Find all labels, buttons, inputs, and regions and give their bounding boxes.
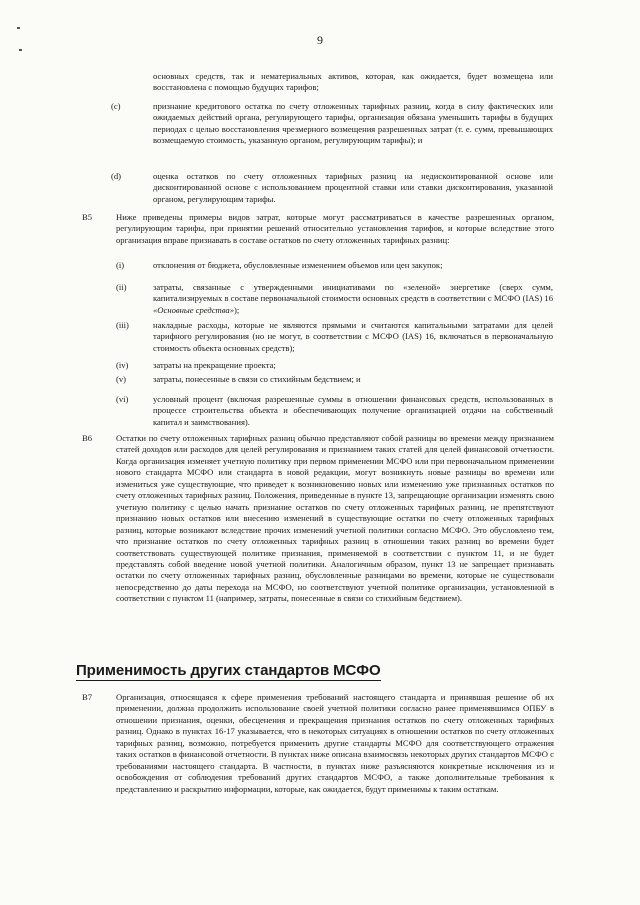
b5-marker-iii: (iii) [116, 320, 129, 330]
b5-marker-v: (v) [116, 374, 127, 384]
b5-item-i-text: отклонения от бюджета, обусловленные изменением объемов или цен закупок; [153, 260, 443, 270]
b5-item-vi-text: условный процент (включая разрешенные суммы в отношении финансовых средств, использованных в процессе строительства объекта и обеспечивающих получение организацией отдачи на собственный капитал и заимствования). [153, 394, 553, 427]
list-marker-c: (c) [111, 101, 121, 111]
b5-item-ii-text: затраты, связанные с утвержденными инициативами по «зеленой» энергетике (сверх сумм, капитализируемых в составе первоначальной стоимости основных средств в соответствии с МСФО (IAS) 16 «Основные средства»); [153, 282, 553, 315]
b5-marker-ii: (ii) [116, 282, 127, 292]
paragraph-label-b5: B5 [82, 212, 93, 222]
standard-title-italic: «Основные средства» [153, 304, 234, 315]
scan-speck [17, 27, 20, 29]
b5-item-iii-text: накладные расходы, которые не являются прямыми и считаются капитальными затратами для целей тарифного регулирования (но не могут, в соответствии с МСФО (IAS) 16, включаться в первоначальную стоимость объекта основных средств); [153, 320, 553, 353]
b5-intro-text: Ниже приведены примеры видов затрат, которые могут рассматриваться в качестве разрешенных органом, регулирующим тарифы, при принятии решений относительно установления тарифов, и которые вследствие этого организация вправе признавать в составе остатков по счету отложенных тарифных разниц: [116, 212, 554, 245]
b5-marker-vi: (vi) [116, 394, 129, 404]
list-item-d-text: оценка остатков по счету отложенных тарифных разниц на недисконтированной основе или дисконтированной основе с использованием процентной ставки или ставки дисконтирования, указанной органом, регулирующим тарифы. [153, 171, 553, 204]
scan-speck [19, 49, 22, 51]
b6-text: Остатки по счету отложенных тарифных разниц обычно представляют собой разницы во времени между признанием статей доходов или расходов для целей регулирования и признанием таких статей для целей финансовой отчетности. Когда организация изменяет учетную политику при первом применении МСФО или при первоначальном применении нового стандарта МСФО или стандарта в новой редакции, могут возникнуть новые разницы во времени или измениться уже существующие, что приведет к возникновению новых или изменению уже признанных остатков по счету отложенных тарифных разниц. Положения, приведенные в пункте 13, запрещающие организации изменять свою учетную политику с целью начать признание остатков по счету отложенных тарифных разниц, не препятствуют признанию новых остатков или внесению изменений в существующие остатки по счету отложенных тарифных разниц, которые возникают вследствие прочих изменений учетной политики согласно МСФО. Это обусловлено тем, что признание остатков по счету отложенных тарифных разниц в отношении таких разниц во времени будет соответствовать существующей политике признания, применяемой в соответствии с пунктом 11, и не будет представлять собой введение новой учетной политики. Аналогичным образом, пункт 13 не запрещает признавать остатки по счету отложенных тарифных разниц, обусловленные разницами во времени, которые не существовали непосредственно до даты перехода на МСФО, но соответствуют учетной политике организации, установленной в соответствии с пунктом 11 (например, затраты, понесенные в связи со стихийным бедствием). [116, 433, 554, 604]
continuation-text: основных средств, так и нематериальных активов, которая, как ожидается, будет возмещена или восстановлена с помощью будущих тарифов; [153, 71, 553, 93]
b5-marker-iv: (iv) [116, 360, 129, 370]
paragraph-label-b6: B6 [82, 433, 93, 443]
b5-marker-i: (i) [116, 260, 125, 270]
list-marker-d: (d) [111, 171, 122, 181]
paragraph-label-b7: B7 [82, 692, 93, 702]
b5-item-v-text: затраты, понесенные в связи со стихийным бедствием; и [153, 374, 361, 384]
list-item-c-text: признание кредитового остатка по счету отложенных тарифных разниц, когда в силу фактических или ожидаемых действий органа, регулирующего тарифы, организация обязана уменьшить тарифы в будущих периодах с целью восстановления чрезмерного возмещения разрешенных затрат (т. е. сумм, превышающих возмещаемую стоимость, указанную органом, регулирующим тарифы); и [153, 101, 553, 146]
page-number: 9 [317, 33, 323, 47]
section-heading: Применимость других стандартов МСФО [76, 662, 381, 679]
b7-text: Организация, относящаяся к сфере применения требований настоящего стандарта и принявшая решение об их применении, должна продолжить использование своей учетной политики согласно ранее применявшимся ОПБУ в отношении признания, оценки, обесценения и прекращения признания остатков по счету отложенных тарифных разниц. Однако в пунктах 16-17 указывается, что в некоторых ситуациях в отношении остатков по счету отложенных тарифных разниц, возможно, потребуется применить другие стандарты МСФО для соответствующего отражения таких остатков в финансовой отчетности. В пунктах ниже описана взаимосвязь некоторых других стандартов МСФО с требованиями настоящего стандарта. В частности, в пунктах ниже разъясняются конкретные исключения из и освобождения от соблюдения требований других стандартов МСФО, а также дополнительные требования к представлению и раскрытию информации, которые, как ожидается, будут применимы к таким остаткам. [116, 692, 554, 794]
b5-item-iv-text: затраты на прекращение проекта; [153, 360, 276, 370]
